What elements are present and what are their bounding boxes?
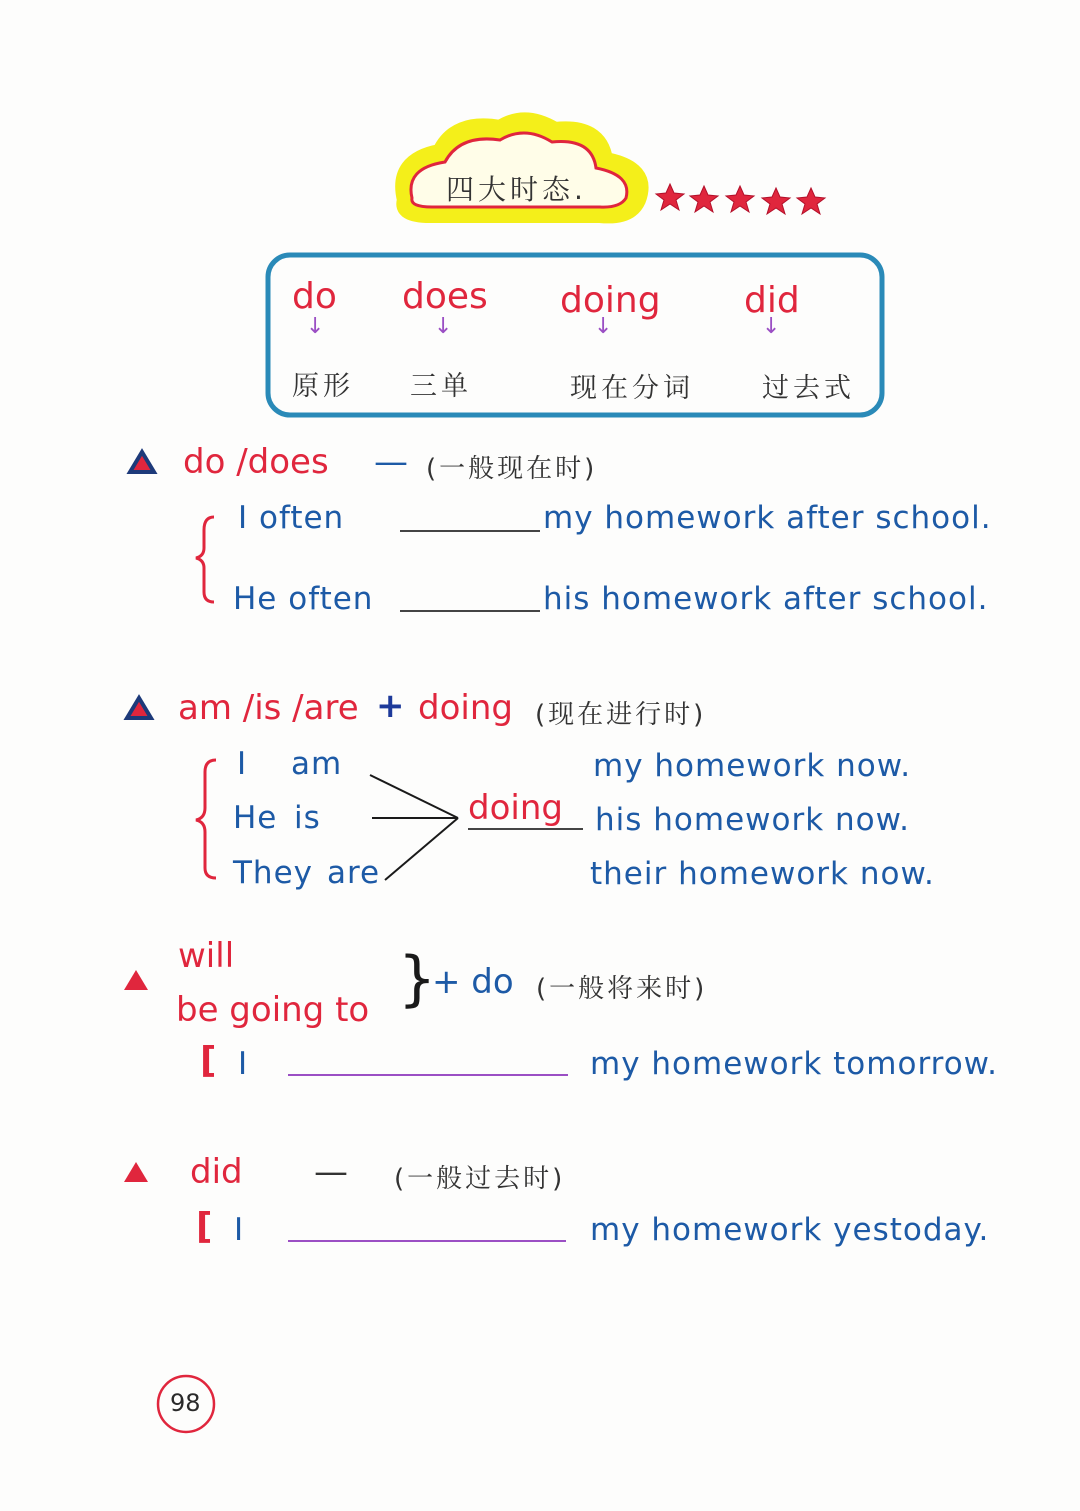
star-icon (690, 186, 718, 212)
form-do-cn: 原形 (292, 371, 354, 402)
plus-do: + do (432, 962, 514, 1002)
heading-dash: — (314, 1152, 348, 1192)
down-arrow-icon: ↓ (594, 314, 613, 339)
sentence-rest: his homework after school. (543, 581, 989, 617)
brace-icon (196, 760, 216, 878)
answer-blank (400, 610, 540, 612)
sentence-subject: I (237, 746, 248, 782)
star-icon (797, 188, 825, 214)
section-heading-be: am /is /are (178, 688, 359, 728)
triangle-bullet-icon (124, 970, 148, 990)
brace-close: } (398, 944, 437, 1014)
heading-dash: — (374, 442, 408, 482)
down-arrow-icon: ↓ (762, 314, 781, 339)
form-did: did (744, 280, 800, 321)
section-heading-will: will (178, 936, 235, 976)
page-number: 98 (170, 1389, 201, 1417)
doing-label: doing (468, 788, 583, 830)
answer-blank (288, 1240, 566, 1242)
section-heading-doing: doing (418, 688, 513, 728)
answer-blank (288, 1074, 568, 1076)
form-doing: doing (560, 280, 661, 321)
tense-name: (一般将来时) (536, 974, 708, 1004)
star-icon (762, 188, 790, 214)
form-does-cn: 三单 (410, 371, 472, 402)
sentence-verb: am (291, 746, 343, 782)
sentence-subject: He often (233, 581, 374, 617)
down-arrow-icon: ↓ (434, 314, 453, 339)
sentence-verb: is (294, 800, 321, 836)
form-did-cn: 过去式 (762, 373, 855, 404)
tense-name: (一般过去时) (394, 1164, 566, 1194)
sentence-subject: I often (238, 500, 345, 536)
tense-name: (现在进行时) (535, 700, 707, 730)
section-heading-did: did (190, 1152, 243, 1192)
sentence-subject: I (234, 1212, 245, 1248)
convergence-lines (370, 775, 458, 880)
section-heading-simple-present: do /does (183, 442, 329, 482)
rating-stars (656, 184, 825, 214)
form-doing-cn: 现在分词 (570, 373, 694, 404)
form-do: do (292, 276, 337, 317)
triangle-bullet-icon (127, 698, 151, 718)
star-icon (656, 184, 684, 210)
bracket-icon: [ (196, 1206, 213, 1247)
sentence-rest: my homework after school. (543, 500, 992, 536)
answer-blank (400, 530, 540, 532)
triangle-bullet-icon (130, 452, 154, 472)
triangle-bullet-icon (124, 1162, 148, 1182)
sentence-rest: my homework yestoday. (590, 1212, 990, 1248)
sentence-subject: He (233, 800, 278, 836)
form-does: does (402, 276, 488, 317)
sentence-rest: their homework now. (590, 856, 935, 892)
plus-sign: + (376, 686, 405, 726)
brace-icon (196, 517, 214, 602)
sentence-subject: I (238, 1046, 249, 1082)
sentence-rest: his homework now. (595, 802, 910, 838)
star-icon (726, 186, 754, 212)
page-title: 四大时态. (446, 173, 587, 206)
down-arrow-icon: ↓ (306, 314, 325, 339)
sentence-verb: are (327, 855, 381, 891)
section-heading-be-going-to: be going to (176, 990, 370, 1030)
bracket-icon: [ (200, 1040, 217, 1081)
sentence-rest: my homework tomorrow. (590, 1046, 999, 1082)
tense-name: (一般现在时) (426, 454, 598, 484)
sentence-rest: my homework now. (593, 748, 912, 784)
sentence-subject: They (233, 855, 314, 891)
